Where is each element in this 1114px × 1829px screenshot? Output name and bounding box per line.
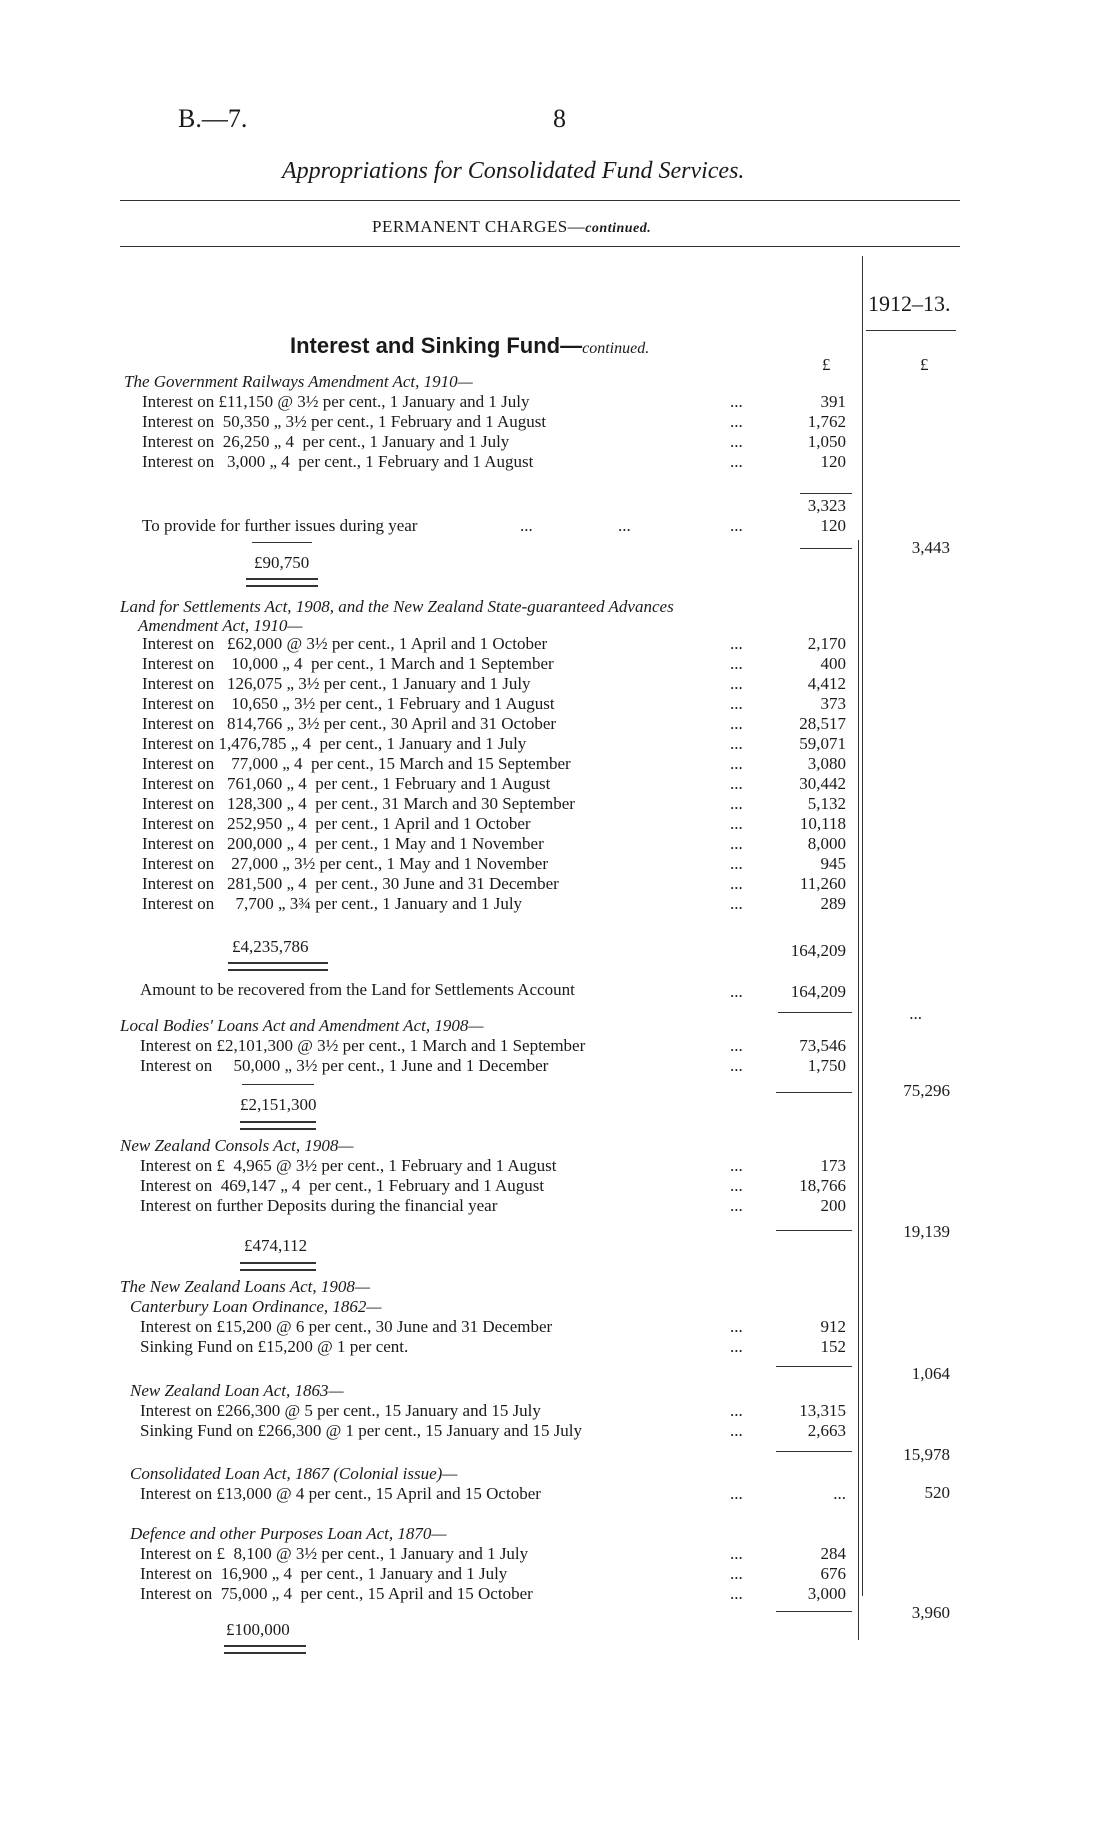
column-divider [862, 256, 863, 1596]
double-underline [228, 962, 328, 971]
line-description: Interest on £62,000 @ 3½ per cent., 1 April and 1 October [142, 634, 548, 653]
capital-rule [252, 542, 312, 543]
leader-dots: ... [730, 734, 743, 753]
sub-act-heading: Consolidated Loan Act, 1867 (Colonial issue)— [130, 1464, 458, 1483]
section-total: 1,064 [911, 1364, 950, 1383]
leader-dots: ... [730, 1056, 743, 1075]
leader-dots: ... [730, 674, 743, 693]
line-amount: 10,118 [799, 814, 846, 833]
section-heading: Interest and Sinking Fund—continued. [290, 333, 650, 358]
act-heading: New Zealand Consols Act, 1908— [120, 1136, 354, 1155]
line-amount: 5,132 [807, 794, 846, 813]
leader-dots: ... [618, 516, 631, 535]
line-amount: 400 [820, 654, 846, 673]
line-description: Interest on £266,300 @ 5 per cent., 15 January and 15 July [140, 1401, 541, 1420]
line-description: Interest on £2,101,300 @ 3½ per cent., 1 March and 1 September [140, 1036, 586, 1055]
leader-dots: ... [730, 1196, 743, 1215]
line-description: Sinking Fund on £266,300 @ 1 per cent., 15 January and 15 July [140, 1421, 583, 1440]
leader-dots: ... [730, 814, 743, 833]
line-description: Interest on £ 8,100 @ 3½ per cent., 1 January and 1 July [140, 1544, 529, 1563]
line-description: Interest on 3,000 „ 4 per cent., 1 February and 1 August [142, 452, 534, 471]
section-total: 19,139 [903, 1222, 950, 1241]
line-amount: 945 [820, 854, 846, 873]
fiscal-year-heading: 1912–13. [868, 291, 951, 316]
section-total: 3,443 [911, 538, 950, 557]
line-amount: 3,000 [807, 1584, 846, 1603]
leader-dots: ... [730, 1176, 743, 1195]
document-code: B.—7. [178, 104, 248, 133]
line-description: Interest on 252,950 „ 4 per cent., 1 April and 1 October [142, 814, 531, 833]
currency-label: £ [822, 355, 831, 374]
line-amount: 912 [820, 1317, 846, 1336]
line-amount: 3,080 [807, 754, 846, 773]
act-heading: The New Zealand Loans Act, 1908— [120, 1277, 370, 1296]
line-description: Interest on 27,000 „ 3½ per cent., 1 May and 1 November [142, 854, 548, 873]
line-amount: 8,000 [807, 834, 846, 853]
leader-dots: ... [730, 1337, 743, 1356]
line-amount: 11,260 [799, 874, 846, 893]
line-amount: ... [833, 1484, 846, 1503]
line-description: Interest on 50,000 „ 3½ per cent., 1 June and 1 December [140, 1056, 549, 1075]
line-description: Interest on 26,250 „ 4 per cent., 1 January and 1 July [142, 432, 510, 451]
line-amount: 1,050 [807, 432, 846, 451]
line-amount: 676 [820, 1564, 846, 1583]
double-underline [224, 1645, 306, 1654]
capital-total: £4,235,786 [232, 937, 309, 956]
line-description: Interest on 7,700 „ 3¾ per cent., 1 January and 1 July [142, 894, 523, 913]
leader-dots: ... [730, 634, 743, 653]
line-description: Interest on £ 4,965 @ 3½ per cent., 1 February and 1 August [140, 1156, 557, 1175]
leader-dots: ... [730, 452, 743, 471]
section-total: 15,978 [903, 1445, 950, 1464]
leader-dots: ... [730, 1421, 743, 1440]
leader-dots: ... [730, 1564, 743, 1583]
leader-dots: ... [730, 854, 743, 873]
leader-dots: ... [730, 1156, 743, 1175]
line-description: Interest on further Deposits during the financial year [140, 1196, 498, 1215]
leader-dots: ... [730, 516, 743, 535]
line-description: Interest on 281,500 „ 4 per cent., 30 June and 31 December [142, 874, 559, 893]
line-description: Interest on 10,000 „ 4 per cent., 1 March and 1 September [142, 654, 554, 673]
leader-dots: ... [730, 1036, 743, 1055]
line-amount: 120 [820, 516, 846, 535]
leader-dots: ... [730, 654, 743, 673]
capital-total: £474,112 [244, 1236, 308, 1255]
leader-dots: ... [730, 894, 743, 913]
leader-dots: ... [730, 1401, 743, 1420]
section-total: 3,960 [911, 1603, 950, 1622]
line-amount: 164,209 [790, 982, 846, 1001]
subtotal-rule [800, 493, 852, 494]
leader-dots: ... [730, 1544, 743, 1563]
page-number: 8 [553, 104, 566, 133]
line-description: Interest on 814,766 „ 3½ per cent., 30 April and 31 October [142, 714, 557, 733]
line-description: Interest on 1,476,785 „ 4 per cent., 1 January and 1 July [142, 734, 527, 753]
divider [866, 330, 956, 331]
leader-dots: ... [730, 714, 743, 733]
double-underline [240, 1121, 316, 1130]
line-description: Interest on 50,350 „ 3½ per cent., 1 February and 1 August [142, 412, 547, 431]
line-amount: 13,315 [799, 1401, 846, 1420]
sub-act-heading: Canterbury Loan Ordinance, 1862— [130, 1297, 382, 1316]
leader-dots: ... [730, 794, 743, 813]
leader-dots: ... [730, 1584, 743, 1603]
line-description: Interest on 126,075 „ 3½ per cent., 1 January and 1 July [142, 674, 531, 693]
line-description: Interest on 75,000 „ 4 per cent., 15 April and 15 October [140, 1584, 533, 1603]
line-amount: 2,663 [807, 1421, 846, 1440]
line-amount: 28,517 [799, 714, 846, 733]
line-description: Interest on 77,000 „ 4 per cent., 15 March and 15 September [142, 754, 571, 773]
act-heading-continued: Amendment Act, 1910— [138, 616, 303, 635]
line-amount: 200 [820, 1196, 846, 1215]
double-underline [246, 578, 318, 587]
line-description: Interest on 10,650 „ 3½ per cent., 1 February and 1 August [142, 694, 555, 713]
line-amount: 18,766 [799, 1176, 846, 1195]
line-description: Interest on 469,147 „ 4 per cent., 1 February and 1 August [140, 1176, 545, 1195]
further-issues-text: To provide for further issues during year [142, 516, 418, 535]
capital-total: £2,151,300 [240, 1095, 317, 1114]
line-amount: 373 [820, 694, 846, 713]
line-description: Interest on 200,000 „ 4 per cent., 1 May and 1 November [142, 834, 544, 853]
line-amount: 59,071 [799, 734, 846, 753]
line-description: Interest on 761,060 „ 4 per cent., 1 February and 1 August [142, 774, 551, 793]
line-amount: 1,762 [807, 412, 846, 431]
line-description: Interest on 128,300 „ 4 per cent., 31 March and 30 September [142, 794, 575, 813]
line-amount: 289 [820, 894, 846, 913]
leader-dots: ... [520, 516, 533, 535]
line-amount: 173 [820, 1156, 846, 1175]
line-amount: 30,442 [799, 774, 846, 793]
section-total: ... [909, 1004, 922, 1023]
leader-dots: ... [730, 432, 743, 451]
sub-act-heading: Defence and other Purposes Loan Act, 1870— [130, 1524, 447, 1543]
leader-dots: ... [730, 874, 743, 893]
leader-dots: ... [730, 412, 743, 431]
subtotal-amount: 164,209 [790, 941, 846, 960]
line-description: Interest on 16,900 „ 4 per cent., 1 January and 1 July [140, 1564, 508, 1583]
line-amount: 152 [820, 1337, 846, 1356]
leader-dots: ... [730, 392, 743, 411]
leader-dots: ... [730, 1317, 743, 1336]
leader-dots: ... [730, 982, 743, 1001]
leader-dots: ... [730, 754, 743, 773]
line-description: Interest on £11,150 @ 3½ per cent., 1 January and 1 July [142, 392, 530, 411]
line-amount: 284 [820, 1544, 846, 1563]
divider [120, 246, 960, 247]
recovered-text: Amount to be recovered from the Land for Settlements Account [140, 980, 575, 999]
page-subtitle: PERMANENT CHARGES—continued. [372, 217, 652, 236]
line-amount: 73,546 [799, 1036, 846, 1055]
line-amount: 391 [820, 392, 846, 411]
capital-total: £90,750 [254, 553, 310, 572]
act-heading: The Government Railways Amendment Act, 1910— [124, 372, 473, 391]
line-amount: 120 [820, 452, 846, 471]
double-underline [240, 1262, 316, 1271]
line-description: Sinking Fund on £15,200 @ 1 per cent. [140, 1337, 409, 1356]
subtotal-amount: 3,323 [807, 496, 846, 515]
leader-dots: ... [730, 694, 743, 713]
line-description: Interest on £15,200 @ 6 per cent., 30 June and 31 December [140, 1317, 553, 1336]
leader-dots: ... [730, 834, 743, 853]
divider [120, 200, 960, 201]
currency-label: £ [920, 355, 929, 374]
capital-total: £100,000 [226, 1620, 290, 1639]
line-amount: 2,170 [807, 634, 846, 653]
act-heading: Land for Settlements Act, 1908, and the New Zealand State-guaranteed Advances [120, 597, 674, 616]
capital-rule [242, 1084, 314, 1085]
leader-dots: ... [730, 774, 743, 793]
leader-dots: ... [730, 1484, 743, 1503]
page-title: Appropriations for Consolidated Fund Services. [282, 158, 745, 184]
section-total: 75,296 [903, 1081, 950, 1100]
line-amount: 1,750 [807, 1056, 846, 1075]
line-description: Interest on £13,000 @ 4 per cent., 15 April and 15 October [140, 1484, 541, 1503]
section-total: 520 [924, 1483, 950, 1502]
sub-act-heading: New Zealand Loan Act, 1863— [130, 1381, 344, 1400]
line-amount: 4,412 [807, 674, 846, 693]
act-heading: Local Bodies' Loans Act and Amendment Act, 1908— [120, 1016, 484, 1035]
